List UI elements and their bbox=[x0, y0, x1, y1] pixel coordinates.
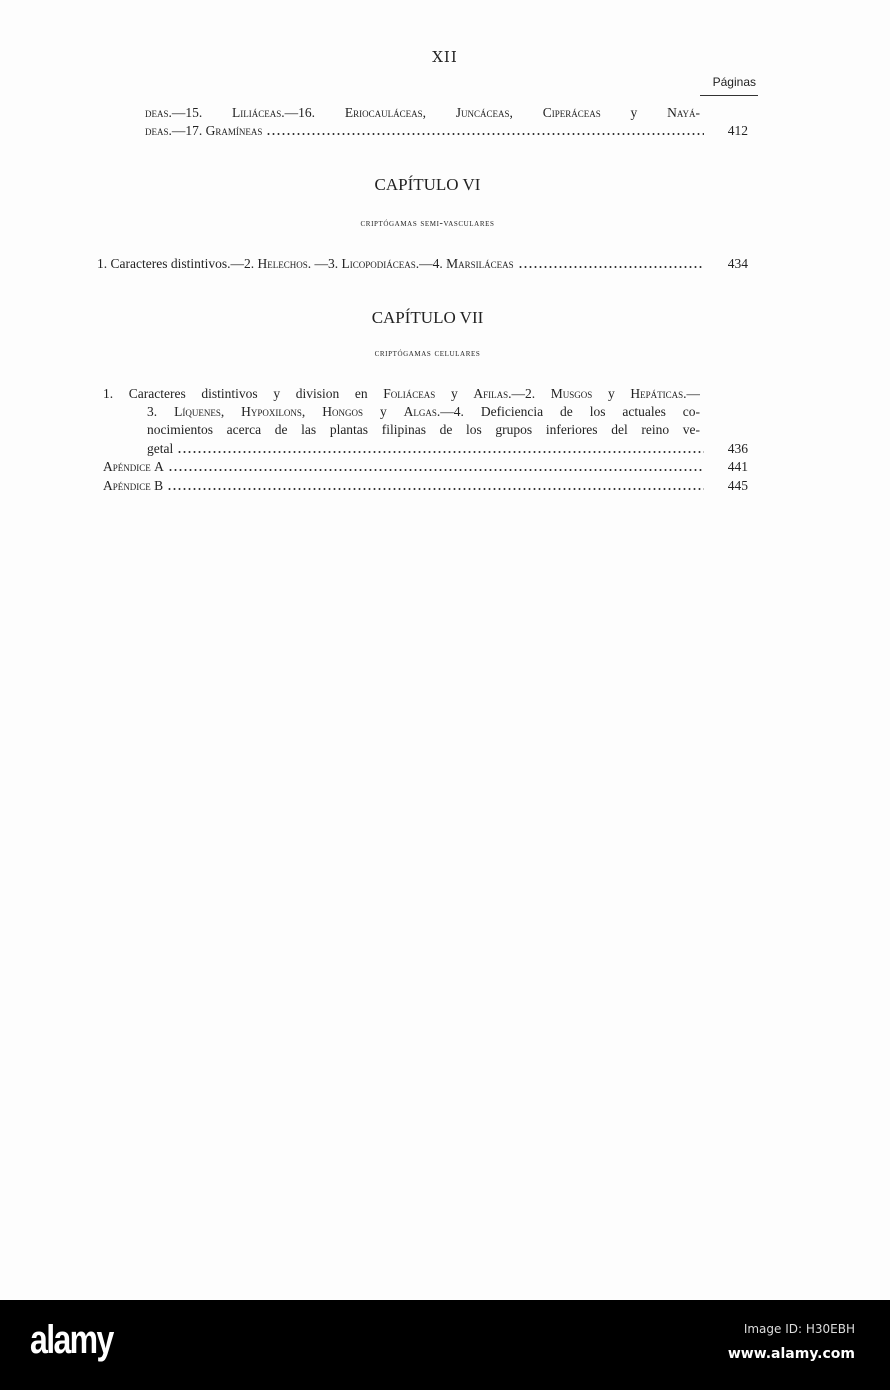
chapter-title: CAPÍTULO VII bbox=[371, 308, 484, 327]
chapter-title: CAPÍTULO VI bbox=[374, 175, 481, 194]
entry-page-number: 445 bbox=[727, 478, 748, 493]
entry-smallcaps-segment: Marsiláceas bbox=[446, 256, 514, 271]
alamy-logo: alamy bbox=[30, 1318, 113, 1362]
entry-page-number: 434 bbox=[727, 256, 748, 271]
toc-entry-line bbox=[103, 477, 748, 495]
entry-page-number: 441 bbox=[727, 459, 748, 474]
entry-segment: .—2. bbox=[508, 386, 551, 401]
entry-smallcaps-segment: Helechos bbox=[257, 256, 308, 271]
entry-smallcaps-segment: Hongos bbox=[322, 404, 364, 419]
entry-segment: y bbox=[600, 105, 668, 120]
entry-segment: y bbox=[592, 386, 631, 401]
toc-entry-line bbox=[145, 104, 700, 122]
page-number: XII bbox=[432, 48, 458, 66]
toc-entry-line bbox=[103, 458, 748, 476]
entry-page-number: 412 bbox=[727, 123, 748, 138]
entry-text bbox=[147, 422, 700, 437]
entry-smallcaps-segment: Algas bbox=[403, 404, 437, 419]
entry-text bbox=[147, 440, 173, 458]
entry-smallcaps-segment: deas bbox=[145, 123, 169, 138]
entry-text bbox=[103, 458, 164, 476]
entry-segment: 3. bbox=[147, 404, 175, 419]
chapter-subtitle: criptógamas semi-vasculares bbox=[360, 218, 495, 229]
entry-segment: getal bbox=[147, 441, 174, 456]
entry-smallcaps-segment: Gramíneas bbox=[205, 123, 263, 138]
entry-segment: 1. Caracteres distintivos y division en bbox=[103, 386, 384, 401]
entry-page-number: 436 bbox=[727, 441, 748, 456]
entry-text bbox=[103, 386, 700, 401]
entry-smallcaps-segment: Liliáceas bbox=[232, 105, 282, 120]
entry-text bbox=[103, 477, 163, 495]
paginas-column-label: Páginas bbox=[712, 75, 756, 89]
entry-smallcaps-segment: Foliáceas bbox=[383, 386, 436, 401]
entry-segment: .—16. bbox=[281, 105, 345, 120]
entry-smallcaps-segment: Nayá- bbox=[667, 105, 700, 120]
entry-smallcaps-segment: deas.—15. bbox=[145, 105, 233, 120]
entry-text bbox=[147, 404, 700, 419]
entry-smallcaps-segment: Hepáticas bbox=[630, 386, 684, 401]
toc-entry-line bbox=[147, 421, 700, 439]
dot-leader bbox=[177, 451, 704, 453]
entry-segment: A bbox=[154, 459, 164, 474]
site-url: www.alamy.com bbox=[727, 1346, 855, 1362]
dot-leader bbox=[168, 469, 704, 471]
entry-smallcaps-segment: Líquenes bbox=[174, 404, 221, 419]
entry-segment: B bbox=[154, 478, 164, 493]
toc-entry-line bbox=[147, 440, 748, 458]
entry-smallcaps-segment: Apéndice bbox=[103, 478, 155, 493]
entry-segment: y bbox=[363, 404, 404, 419]
dot-leader bbox=[518, 266, 704, 268]
entry-smallcaps-segment: Musgos bbox=[550, 386, 593, 401]
watermark-bar bbox=[0, 1300, 890, 1390]
entry-smallcaps-segment: Licopodiáceas bbox=[341, 256, 416, 271]
entry-segment: , bbox=[301, 404, 323, 419]
entry-segment: , bbox=[422, 105, 456, 120]
entry-text bbox=[145, 105, 700, 120]
entry-smallcaps-segment: Eriocauláceas bbox=[344, 105, 423, 120]
toc-entry-line bbox=[147, 403, 700, 421]
entry-smallcaps-segment: Hypoxilons bbox=[241, 404, 302, 419]
entry-segment: , bbox=[220, 404, 242, 419]
toc-entry-line bbox=[103, 385, 700, 403]
entry-segment: .—17. bbox=[168, 123, 206, 138]
toc-entry-line bbox=[145, 122, 748, 140]
dot-leader bbox=[167, 488, 704, 490]
entry-segment: .—4. Deficiencia de los actuales co- bbox=[436, 404, 700, 419]
entry-segment: . —3. bbox=[307, 256, 342, 271]
header-rule bbox=[700, 95, 758, 96]
entry-smallcaps-segment: Apéndice bbox=[103, 459, 155, 474]
entry-smallcaps-segment: Juncáceas bbox=[455, 105, 510, 120]
entry-segment: y bbox=[435, 386, 474, 401]
entry-smallcaps-segment: Afilas bbox=[473, 386, 509, 401]
entry-text bbox=[145, 122, 262, 140]
dot-leader bbox=[266, 133, 704, 135]
entry-segment: .—4. bbox=[415, 256, 447, 271]
image-id: Image ID: H30EBH bbox=[743, 1322, 855, 1336]
entry-segment: .— bbox=[683, 386, 700, 401]
entry-segment: , bbox=[509, 105, 543, 120]
entry-text bbox=[97, 255, 514, 273]
toc-entry-line bbox=[97, 255, 748, 273]
chapter-subtitle: criptógamas celulares bbox=[374, 348, 481, 359]
entry-smallcaps-segment: Ciperáceas bbox=[542, 105, 601, 120]
entry-segment: 1. Caracteres distintivos.—2. bbox=[97, 256, 258, 271]
entry-segment: nocimientos acerca de las plantas filipinas de los grupos inferiores del reino ve- bbox=[147, 422, 700, 437]
